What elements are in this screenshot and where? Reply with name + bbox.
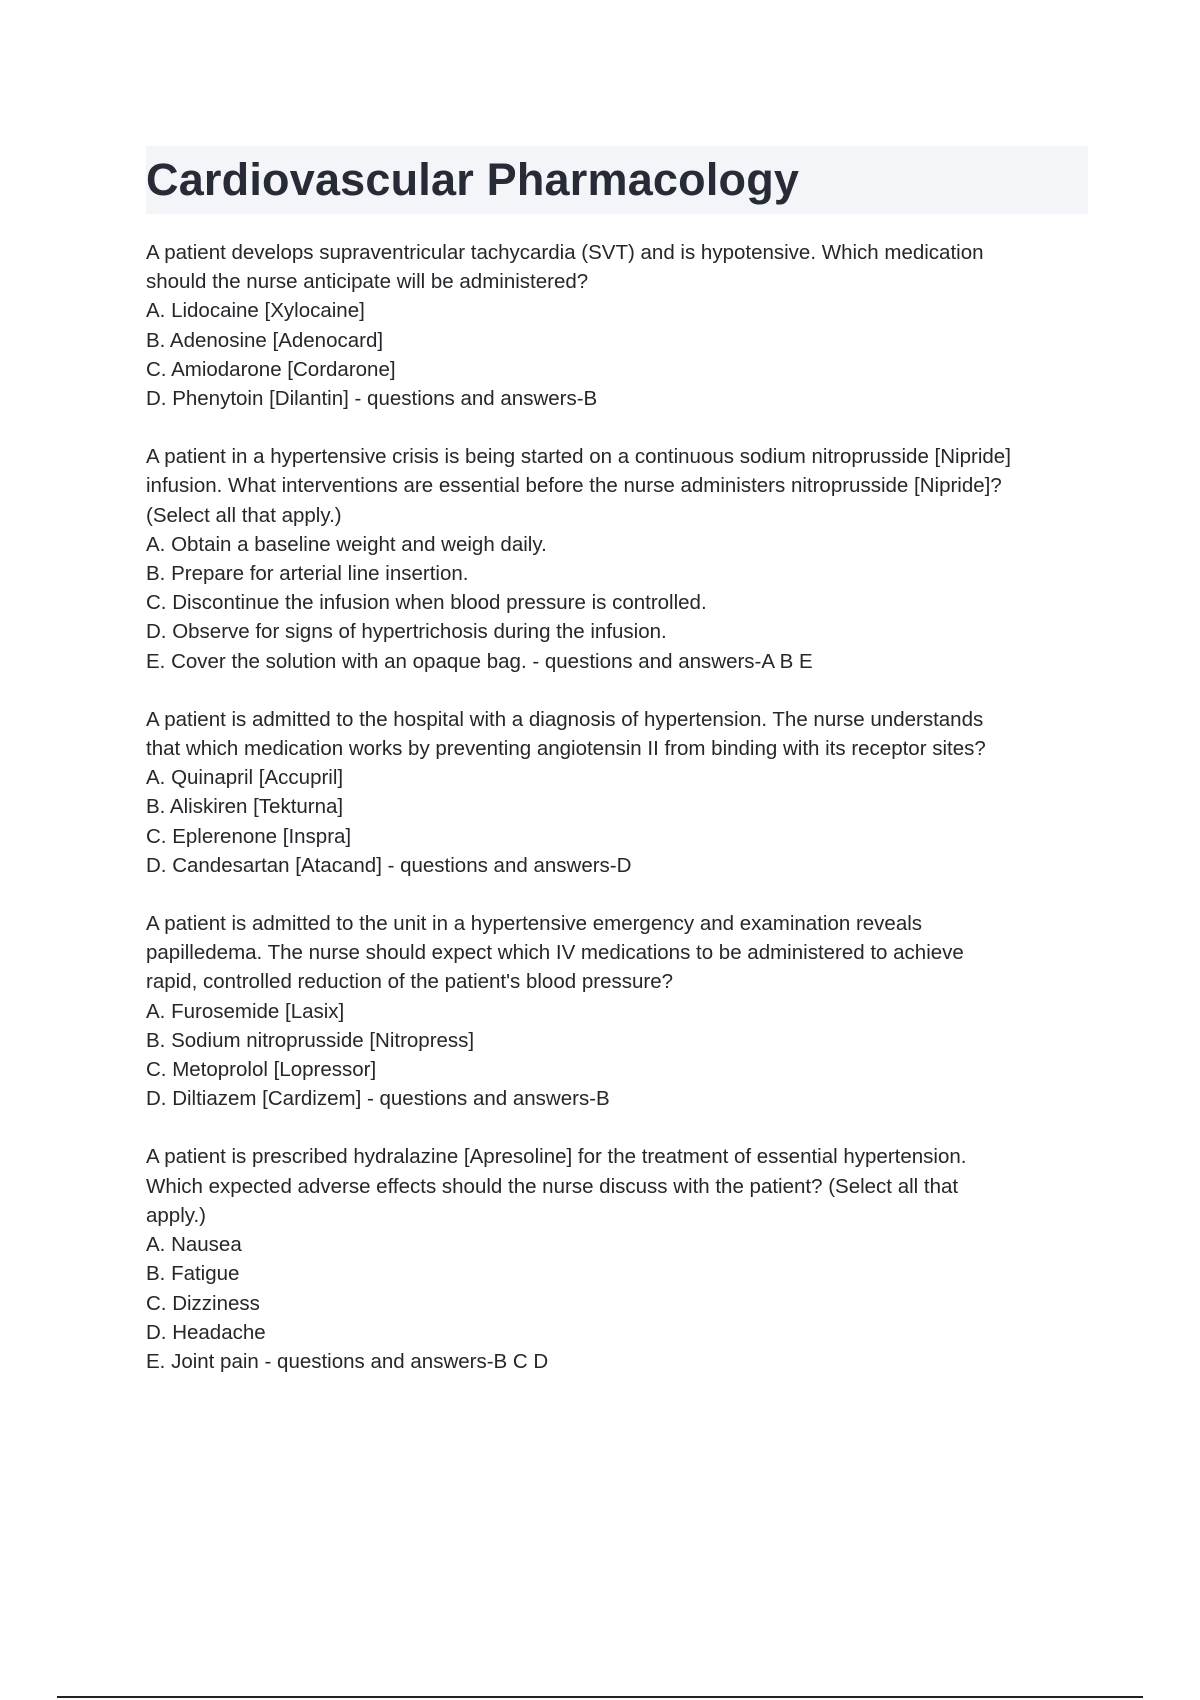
answer-option-with-key: E. Joint pain - questions and answers-B C D bbox=[146, 1349, 549, 1373]
answer-option: B. Fatigue bbox=[146, 1262, 240, 1286]
title-banner bbox=[146, 146, 1088, 214]
footer-divider bbox=[57, 1696, 1143, 1698]
answer-option: C. Amiodarone [Cordarone] bbox=[146, 357, 396, 381]
question-text: should the nurse anticipate will be administered? bbox=[146, 270, 589, 294]
answer-option-with-key: E. Cover the solution with an opaque bag. - questions and answers-A B E bbox=[146, 649, 813, 673]
question-text: that which medication works by preventing angiotensin II from binding with its receptor sites? bbox=[146, 737, 986, 761]
question-list bbox=[146, 238, 1096, 1405]
question-text: infusion. What interventions are essential before the nurse administers nitroprusside [Nipride]? bbox=[146, 474, 1002, 498]
answer-option: B. Prepare for arterial line insertion. bbox=[146, 562, 469, 586]
question-text: A patient develops supraventricular tachycardia (SVT) and is hypotensive. Which medication bbox=[146, 241, 984, 264]
answer-option: A. Obtain a baseline weight and weigh daily. bbox=[146, 532, 547, 556]
question-text: A patient is admitted to the unit in a hypertensive emergency and examination reveals bbox=[146, 912, 923, 936]
question-block bbox=[146, 1142, 1096, 1376]
answer-option-with-key: D. Candesartan [Atacand] - questions and answers-D bbox=[146, 853, 632, 877]
question-block bbox=[146, 442, 1096, 676]
question-block bbox=[146, 238, 1096, 413]
answer-option-with-key: D. Phenytoin [Dilantin] - questions and answers-B bbox=[146, 387, 598, 411]
question-text: A patient is admitted to the hospital with a diagnosis of hypertension. The nurse understands bbox=[146, 707, 984, 731]
question-text: (Select all that apply.) bbox=[146, 503, 342, 527]
question-block bbox=[146, 705, 1096, 880]
question-block bbox=[146, 909, 1096, 1113]
answer-option: A. Lidocaine [Xylocaine] bbox=[146, 299, 365, 323]
answer-option: B. Sodium nitroprusside [Nitropress] bbox=[146, 1028, 475, 1052]
page-title: Cardiovascular Pharmacology bbox=[146, 154, 800, 205]
answer-option: C. Dizziness bbox=[146, 1291, 260, 1315]
answer-option: C. Discontinue the infusion when blood pressure is controlled. bbox=[146, 591, 707, 615]
answer-option: C. Eplerenone [Inspra] bbox=[146, 824, 352, 848]
answer-option: A. Furosemide [Lasix] bbox=[146, 999, 345, 1023]
answer-option: C. Metoprolol [Lopressor] bbox=[146, 1058, 377, 1082]
question-text: rapid, controlled reduction of the patient's blood pressure? bbox=[146, 970, 673, 994]
answer-option-with-key: D. Diltiazem [Cardizem] - questions and answers-B bbox=[146, 1087, 610, 1111]
answer-option: A. Nausea bbox=[146, 1233, 242, 1257]
question-text: A patient is prescribed hydralazine [Apresoline] for the treatment of essential hypertension. bbox=[146, 1145, 967, 1169]
answer-option: D. Observe for signs of hypertrichosis during the infusion. bbox=[146, 620, 667, 644]
question-text: papilledema. The nurse should expect which IV medications to be administered to achieve bbox=[146, 941, 964, 965]
answer-option: B. Adenosine [Adenocard] bbox=[146, 328, 384, 352]
answer-option: D. Headache bbox=[146, 1320, 266, 1344]
question-text: A patient in a hypertensive crisis is being started on a continuous sodium nitroprusside [Nipride] bbox=[146, 445, 1011, 469]
answer-option: A. Quinapril [Accupril] bbox=[146, 766, 344, 790]
question-text: Which expected adverse effects should the nurse discuss with the patient? (Select all that bbox=[146, 1174, 959, 1198]
question-text: apply.) bbox=[146, 1203, 207, 1227]
answer-option: B. Aliskiren [Tekturna] bbox=[146, 795, 344, 819]
